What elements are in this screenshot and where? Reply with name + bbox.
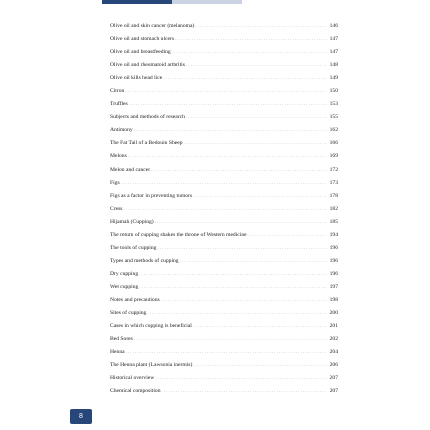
toc-entry[interactable] bbox=[110, 163, 338, 176]
toc-entry-title: Henna bbox=[110, 349, 125, 356]
dot-leader bbox=[139, 267, 327, 280]
toc-entry[interactable] bbox=[110, 149, 338, 162]
dot-leader bbox=[180, 254, 327, 267]
toc-entry-title: Olive oil and rheumatoid arthritis bbox=[110, 62, 185, 69]
toc-entry-page: 202 bbox=[329, 336, 338, 343]
toc-entry-title: Olive oil and breastfeeding bbox=[110, 49, 171, 56]
header-tab-bar bbox=[102, 0, 242, 4]
dot-leader bbox=[139, 280, 327, 293]
toc-entry-title: Types and methods of cupping bbox=[110, 257, 179, 264]
toc-entry-page: 201 bbox=[329, 323, 338, 330]
toc-entry-title: Sites of cupping bbox=[110, 310, 147, 317]
toc-entry-page: 162 bbox=[329, 127, 338, 134]
toc-entry[interactable] bbox=[110, 189, 338, 202]
dot-leader bbox=[195, 19, 327, 32]
toc-entry-page: 196 bbox=[329, 244, 338, 251]
toc-entry-page: 153 bbox=[329, 101, 338, 108]
dot-leader bbox=[129, 97, 327, 110]
toc-entry[interactable] bbox=[110, 71, 338, 84]
toc-entry[interactable] bbox=[110, 136, 338, 149]
toc-entry-page: 204 bbox=[329, 349, 338, 356]
dot-leader bbox=[175, 32, 327, 45]
dot-leader bbox=[134, 332, 327, 345]
toc-entry-page: 148 bbox=[329, 62, 338, 69]
toc-entry[interactable] bbox=[110, 123, 338, 136]
toc-entry-page: 166 bbox=[329, 140, 338, 147]
toc-entry-page: 150 bbox=[329, 88, 338, 95]
toc-entry-page: 155 bbox=[329, 114, 338, 121]
toc-entry-title: Citron bbox=[110, 88, 125, 95]
toc-entry-page: 172 bbox=[329, 166, 338, 173]
dot-leader bbox=[161, 293, 327, 306]
dot-leader bbox=[193, 319, 327, 332]
dot-leader bbox=[155, 371, 327, 384]
toc-entry-title: Truffles bbox=[110, 101, 128, 108]
toc-entry-title: Olive oil and skin cancer (melanoma) bbox=[110, 23, 195, 29]
dot-leader bbox=[126, 345, 327, 358]
toc-entry-page: 207 bbox=[329, 375, 338, 382]
toc-entry[interactable] bbox=[110, 267, 338, 280]
toc-entry-page: 173 bbox=[329, 179, 338, 186]
dot-leader bbox=[184, 136, 327, 149]
toc-entry-title: Wet cupping bbox=[110, 283, 139, 290]
toc-entry-page: 196 bbox=[329, 270, 338, 277]
toc-entry[interactable] bbox=[110, 176, 338, 189]
dot-leader bbox=[163, 71, 327, 84]
toc-entry[interactable] bbox=[110, 84, 338, 97]
toc-entry-title: Historical overview bbox=[110, 375, 155, 382]
table-of-contents bbox=[110, 19, 338, 397]
toc-entry-title: Olive oil kills head lice bbox=[110, 75, 163, 82]
toc-entry-title: The Fat Tail of a Bedouin Sheep bbox=[110, 140, 183, 147]
toc-entry[interactable] bbox=[110, 241, 338, 254]
toc-entry[interactable] bbox=[110, 202, 338, 215]
toc-entry[interactable] bbox=[110, 32, 338, 45]
toc-entry-page: 197 bbox=[329, 283, 338, 290]
dot-leader bbox=[121, 176, 327, 189]
toc-entry-page: 149 bbox=[329, 75, 338, 82]
toc-entry-page: 194 bbox=[329, 231, 338, 238]
toc-entry[interactable] bbox=[110, 332, 338, 345]
toc-entry[interactable] bbox=[110, 306, 338, 319]
toc-entry-page: 178 bbox=[329, 192, 338, 199]
toc-entry-page: 185 bbox=[329, 218, 338, 225]
dot-leader bbox=[186, 110, 327, 123]
toc-entry-title: Melon and cancer bbox=[110, 166, 151, 173]
toc-entry-page: 146 bbox=[329, 23, 338, 29]
toc-entry-title: Notes and precautions bbox=[110, 296, 160, 303]
toc-entry-title: Cress bbox=[110, 205, 123, 212]
header-tab-inactive bbox=[172, 0, 242, 4]
toc-entry-page: 182 bbox=[329, 205, 338, 212]
toc-entry-page: 196 bbox=[329, 257, 338, 264]
dot-leader bbox=[193, 358, 327, 371]
toc-entry[interactable] bbox=[110, 319, 338, 332]
toc-entry[interactable] bbox=[110, 45, 338, 58]
toc-entry-title: The Henna plant (Lawsonia inermis) bbox=[110, 362, 193, 369]
dot-leader bbox=[186, 58, 327, 71]
dot-leader bbox=[147, 306, 327, 319]
header-tab-active bbox=[102, 0, 172, 4]
toc-entry-page: 198 bbox=[329, 296, 338, 303]
toc-entry-page: 147 bbox=[329, 49, 338, 56]
toc-entry-title: Hijamah (Cupping) bbox=[110, 218, 154, 225]
toc-entry-title: The return of cupping shakes the throne of Western medicine bbox=[110, 231, 247, 238]
toc-entry[interactable] bbox=[110, 97, 338, 110]
toc-entry-title: Dry cupping bbox=[110, 270, 139, 277]
toc-entry-title: Chemical composition bbox=[110, 388, 161, 395]
dot-leader bbox=[155, 215, 327, 228]
toc-entry[interactable] bbox=[110, 358, 338, 371]
toc-entry-page: 206 bbox=[329, 362, 338, 369]
dot-leader bbox=[151, 163, 327, 176]
dot-leader bbox=[162, 384, 328, 397]
dot-leader bbox=[128, 149, 327, 162]
dot-leader bbox=[248, 228, 327, 241]
dot-leader bbox=[125, 84, 327, 97]
toc-entry-title: Cases in which cupping is beneficial bbox=[110, 323, 192, 330]
toc-entry[interactable] bbox=[110, 280, 338, 293]
toc-entry-page: 147 bbox=[329, 36, 338, 43]
toc-entry-title: Figs as a factor in preventing tumors bbox=[110, 192, 193, 199]
toc-entry[interactable] bbox=[110, 110, 338, 123]
toc-entry[interactable] bbox=[110, 384, 338, 397]
toc-entry-title: Antimony bbox=[110, 127, 133, 134]
dot-leader bbox=[193, 189, 327, 202]
page-number-badge: 8 bbox=[70, 409, 92, 424]
toc-entry-page: 200 bbox=[329, 310, 338, 317]
toc-entry[interactable] bbox=[110, 19, 338, 32]
toc-entry[interactable] bbox=[110, 228, 338, 241]
toc-entry-title: The tools of cupping bbox=[110, 244, 157, 251]
toc-entry-page: 207 bbox=[329, 388, 338, 395]
toc-entry-page: 169 bbox=[329, 153, 338, 160]
toc-entry-title: Melons bbox=[110, 153, 127, 160]
toc-entry-title: Bed Sores bbox=[110, 336, 133, 343]
toc-entry[interactable] bbox=[110, 293, 338, 306]
toc-entry[interactable] bbox=[110, 345, 338, 358]
toc-entry[interactable] bbox=[110, 254, 338, 267]
toc-entry-title: Subjects and methods of research bbox=[110, 114, 185, 121]
toc-entry[interactable] bbox=[110, 215, 338, 228]
dot-leader bbox=[157, 241, 327, 254]
dot-leader bbox=[172, 45, 327, 58]
toc-entry[interactable] bbox=[110, 58, 338, 71]
toc-entry-title: Olive oil and stomach ulcers bbox=[110, 36, 175, 43]
dot-leader bbox=[134, 123, 327, 136]
dot-leader bbox=[123, 202, 327, 215]
toc-entry-title: Figs bbox=[110, 179, 120, 186]
toc-entry[interactable] bbox=[110, 371, 338, 384]
